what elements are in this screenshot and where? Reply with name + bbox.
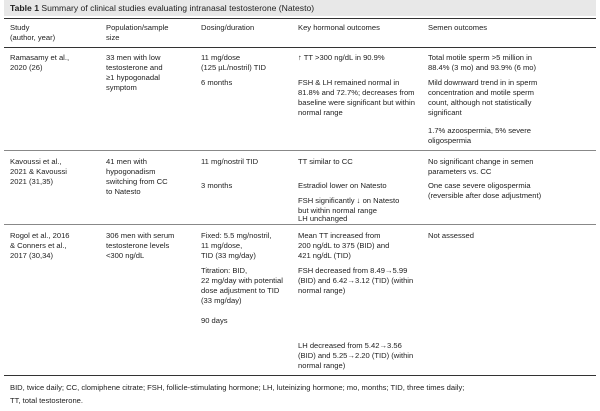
- table-title: [4, 0, 596, 16]
- header-study: Study (author, year): [10, 23, 56, 42]
- row3-dosing-a: Fixed: 5.5 mg/nostril, 11 mg/dose, TID (33 mg/day): [201, 231, 272, 260]
- row-divider: [4, 224, 596, 225]
- row2-hormonal-a: TT similar to CC: [298, 157, 353, 166]
- header-population: Population/sample size: [106, 23, 169, 42]
- header-semen: Semen outcomes: [428, 23, 488, 32]
- row1-semen-c: 1.7% azoospermia, 5% severe oligospermia: [428, 126, 531, 145]
- row3-semen: Not assessed: [428, 231, 475, 240]
- row2-dosing-b: 3 months: [201, 181, 233, 190]
- row2-hormonal-b: Estradiol lower on Natesto: [298, 181, 387, 190]
- row3-hormonal-c: LH decreased from 5.42→3.56 (BID) and 5.25→2.20 (TID) (within normal range): [298, 341, 414, 370]
- row3-dosing-c: 90 days: [201, 316, 228, 325]
- header-hormonal: Key hormonal outcomes: [298, 23, 380, 32]
- row2-semen-a: No significant change in semen parameters vs. CC: [428, 157, 534, 176]
- table-bottom-rule: [4, 375, 596, 376]
- row1-hormonal-b: FSH & LH remained normal in 81.8% and 72.7%; decreases from baseline were significant but within normal range: [298, 78, 415, 117]
- row3-population: 306 men with serum testosterone levels <300 ng/dL: [106, 231, 175, 260]
- row1-dosing-a: 11 mg/dose (125 µL/nostril) TID: [201, 53, 267, 72]
- row1-hormonal-a: ↑ TT >300 ng/dL in 90.9%: [298, 53, 385, 62]
- row2-hormonal-c: FSH significantly ↓ on Natesto but within normal range: [298, 196, 400, 215]
- table-caption: Summary of clinical studies evaluating intranasal testosterone (Natesto): [41, 3, 315, 13]
- row2-study: Kavoussi et al., 2021 & Kavoussi 2021 (31,35): [10, 157, 67, 186]
- row2-hormonal-d: LH unchanged: [298, 214, 348, 223]
- row3-hormonal-b: FSH decreased from 8.49→5.99 (BID) and 6.42→3.12 (TID) (within normal range): [298, 266, 414, 295]
- row1-semen-a: Total motile sperm >5 million in 88.4% (3 mo) and 93.9% (6 mo): [428, 53, 537, 72]
- row-divider: [4, 150, 596, 151]
- row1-dosing-b: 6 months: [201, 78, 233, 87]
- table-footnote: BID, twice daily; CC, clomiphene citrate; FSH, follicle-stimulating hormone; LH, luteinizing hormone; mo, months; TID, three times daily; TT, total testosterone.: [10, 383, 465, 405]
- row2-semen-b: One case severe oligospermia (reversible after dose adjustment): [428, 181, 542, 200]
- row2-dosing-a: 11 mg/nostril TID: [201, 157, 259, 166]
- row3-dosing-b: Titration: BID, 22 mg/day with potential dose adjustment to TID (33 mg/day): [201, 266, 283, 305]
- row3-study: Rogol et al., 2016 & Conners et al., 2017 (30,34): [10, 231, 70, 260]
- header-bottom-rule: [4, 47, 596, 48]
- row2-population: 41 men with hypogonadism switching from CC to Natesto: [106, 157, 168, 196]
- header-dosing: Dosing/duration: [201, 23, 255, 32]
- table-number: Table 1: [10, 3, 39, 13]
- row1-semen-b: Mild downward trend in in sperm concentration and motile sperm count, although not statistically significant: [428, 78, 538, 117]
- row1-study: Ramasamy et al., 2020 (26): [10, 53, 70, 72]
- header-top-rule: [4, 18, 596, 19]
- row1-population: 33 men with low testosterone and ≥1 hypogonadal symptom: [106, 53, 163, 92]
- row3-hormonal-a: Mean TT increased from 200 ng/dL to 375 (BID) and 421 ng/dL (TID): [298, 231, 390, 260]
